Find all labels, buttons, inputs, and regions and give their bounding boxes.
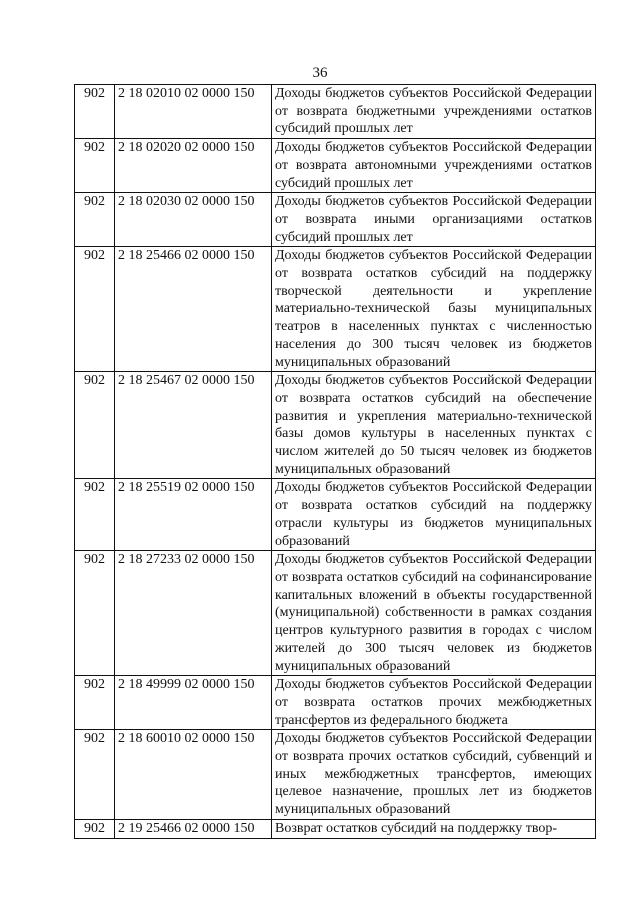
budget-code-cell: 2 18 25467 02 0000 150 xyxy=(115,372,272,479)
revenue-name-cell: Доходы бюджетов субъектов Российской Федерации от возврата остатков субсидий на поддержку отрасли культуры из бюджетов муниципальных образований xyxy=(272,479,596,551)
revenue-name-cell: Доходы бюджетов субъектов Российской Федерации от возврата прочих остатков субсидий, субвенций и иных межбюджетных трансфертов, имеющих целевое назначение, прошлых лет из бюджетов муниципальных образований xyxy=(272,730,596,820)
table-row xyxy=(75,193,596,247)
table-row xyxy=(75,551,596,676)
table-row xyxy=(75,247,596,372)
budget-code-cell: 2 19 25466 02 0000 150 xyxy=(115,819,272,838)
table-row xyxy=(75,139,596,193)
budget-code-cell: 2 18 27233 02 0000 150 xyxy=(115,551,272,676)
table-row xyxy=(75,730,596,820)
table-row xyxy=(75,85,596,139)
revenue-name-cell: Доходы бюджетов субъектов Российской Федерации от возврата иными организациями остатков субсидий прошлых лет xyxy=(272,193,596,247)
table-row xyxy=(75,819,596,838)
admin-code-cell: 902 xyxy=(75,139,115,193)
revenue-name-cell: Доходы бюджетов субъектов Российской Федерации от возврата остатков субсидий на обеспечение развития и укрепления материально-технической базы домов культуры в населенных пунктах с числом жителей до 50 тысяч человек из бюджетов муниципальных образований xyxy=(272,372,596,479)
admin-code-cell: 902 xyxy=(75,193,115,247)
admin-code-cell: 902 xyxy=(75,819,115,838)
budget-code-cell: 2 18 25466 02 0000 150 xyxy=(115,247,272,372)
revenue-name-cell: Доходы бюджетов субъектов Российской Федерации от возврата остатков субсидий на поддержку творческой деятельности и укрепление материально-технической базы муниципальных театров в населенных пунктах с численностью населения до 300 тысяч человек из бюджетов муниципальных образований xyxy=(272,247,596,372)
table-row xyxy=(75,676,596,730)
budget-code-cell: 2 18 02030 02 0000 150 xyxy=(115,193,272,247)
admin-code-cell: 902 xyxy=(75,372,115,479)
admin-code-cell: 902 xyxy=(75,730,115,820)
admin-code-cell: 902 xyxy=(75,479,115,551)
budget-code-cell: 2 18 25519 02 0000 150 xyxy=(115,479,272,551)
budget-code-cell: 2 18 60010 02 0000 150 xyxy=(115,730,272,820)
revenue-name-cell: Доходы бюджетов субъектов Российской Федерации от возврата остатков прочих межбюджетных трансфертов из федерального бюджета xyxy=(272,676,596,730)
table-row xyxy=(75,479,596,551)
admin-code-cell: 902 xyxy=(75,676,115,730)
revenue-name-cell: Доходы бюджетов субъектов Российской Федерации от возврата автономными учреждениями остатков субсидий прошлых лет xyxy=(272,139,596,193)
admin-code-cell: 902 xyxy=(75,247,115,372)
revenue-name-cell: Доходы бюджетов субъектов Российской Федерации от возврата остатков субсидий на софинансирование капитальных вложений в объекты государственной (муниципальной) собственности в рамках создания центров культурного развития в городах с числом жителей до 300 тысяч человек из бюджетов муниципальных образований xyxy=(272,551,596,676)
table-row xyxy=(75,372,596,479)
admin-code-cell: 902 xyxy=(75,85,115,139)
budget-code-cell: 2 18 49999 02 0000 150 xyxy=(115,676,272,730)
revenue-classification-table xyxy=(74,84,596,839)
budget-code-cell: 2 18 02020 02 0000 150 xyxy=(115,139,272,193)
revenue-name-cell: Возврат остатков субсидий на поддержку твор- xyxy=(272,819,596,838)
budget-code-cell: 2 18 02010 02 0000 150 xyxy=(115,85,272,139)
revenue-name-cell: Доходы бюджетов субъектов Российской Федерации от возврата бюджетными учреждениями остатков субсидий прошлых лет xyxy=(272,85,596,139)
page-number: 36 xyxy=(312,65,328,81)
admin-code-cell: 902 xyxy=(75,551,115,676)
